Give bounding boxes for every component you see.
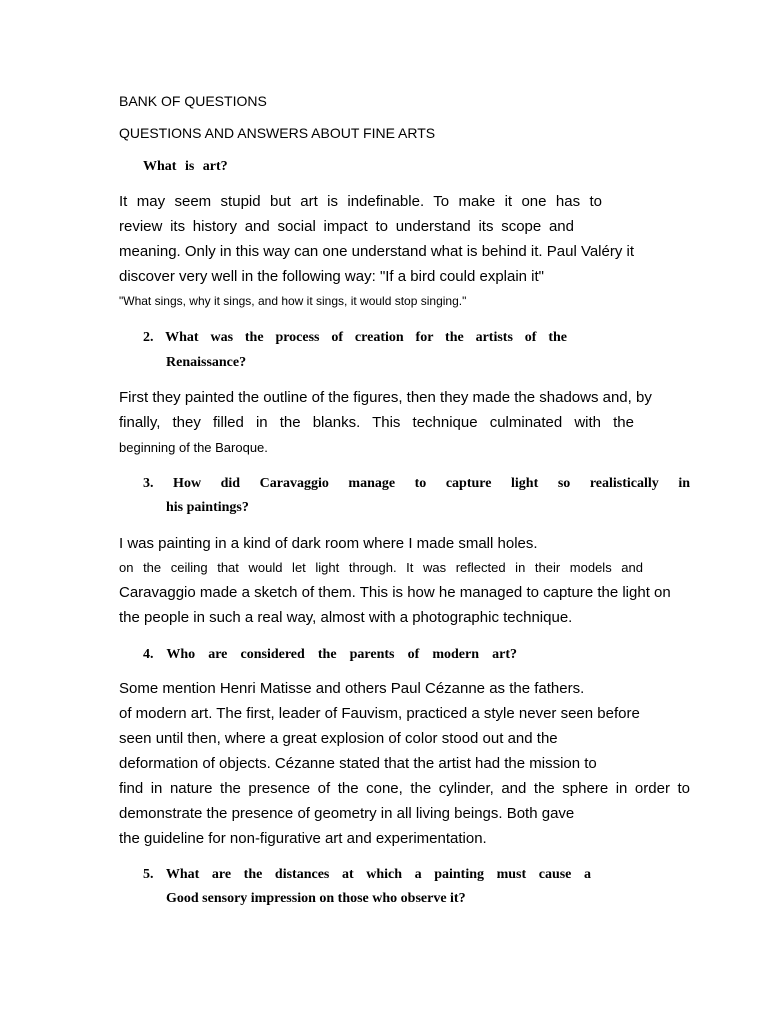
answer-4-line-2: of modern art. The first, leader of Fauvism, practiced a style never seen before xyxy=(119,705,640,722)
answer-4-line-6: demonstrate the presence of geometry in all living beings. Both gave xyxy=(119,805,575,822)
question-3-line-2: his paintings? xyxy=(166,500,249,515)
question-3-line-1: 3. How did Caravaggio manage to capture light so realistically in xyxy=(143,476,690,491)
answer-1-line-1: It may seem stupid but art is indefinable. To make it one has to xyxy=(119,193,602,210)
answer-4-line-1: Some mention Henri Matisse and others Paul Cézanne as the fathers. xyxy=(119,680,585,697)
question-2-line-1: 2. What was the process of creation for the artists of the xyxy=(143,330,567,345)
answer-1-line-3: meaning. Only in this way can one understand what is behind it. Paul Valéry it xyxy=(119,243,635,260)
answer-2-line-2: finally, they filled in the blanks. This technique culminated with the xyxy=(119,414,634,431)
question-1: What is art? xyxy=(143,159,228,174)
answer-4-line-4: deformation of objects. Cézanne stated that the artist had the mission to xyxy=(119,755,597,772)
answer-1-line-4: discover very well in the following way: "If a bird could explain it" xyxy=(119,268,545,285)
answer-3-line-4: the people in such a real way, almost with a photographic technique. xyxy=(119,609,573,626)
document-subtitle: QUESTIONS AND ANSWERS ABOUT FINE ARTS xyxy=(119,125,436,141)
answer-2-line-3: beginning of the Baroque. xyxy=(119,440,268,455)
document-title: BANK OF QUESTIONS xyxy=(119,93,267,109)
question-5-line-2: Good sensory impression on those who observe it? xyxy=(166,891,466,906)
question-2-line-2: Renaissance? xyxy=(166,355,247,370)
question-4: 4. Who are considered the parents of modern art? xyxy=(143,647,517,662)
answer-4-line-5: find in nature the presence of the cone, the cylinder, and the sphere in order to xyxy=(119,780,690,797)
question-5-line-1: 5. What are the distances at which a painting must cause a xyxy=(143,867,591,882)
answer-4-line-7: the guideline for non-figurative art and experimentation. xyxy=(119,830,487,847)
answer-1-line-5: "What sings, why it sings, and how it sings, it would stop singing." xyxy=(119,294,467,308)
answer-3-line-1: I was painting in a kind of dark room where I made small holes. xyxy=(119,535,538,552)
answer-3-line-3: Caravaggio made a sketch of them. This is how he managed to capture the light on xyxy=(119,584,671,601)
answer-3-line-2: on the ceiling that would let light through. It was reflected in their models and xyxy=(119,560,643,575)
answer-4-line-3: seen until then, where a great explosion of color stood out and the xyxy=(119,730,558,747)
answer-1-line-2: review its history and social impact to understand its scope and xyxy=(119,218,574,235)
answer-2-line-1: First they painted the outline of the figures, then they made the shadows and, by xyxy=(119,389,652,406)
